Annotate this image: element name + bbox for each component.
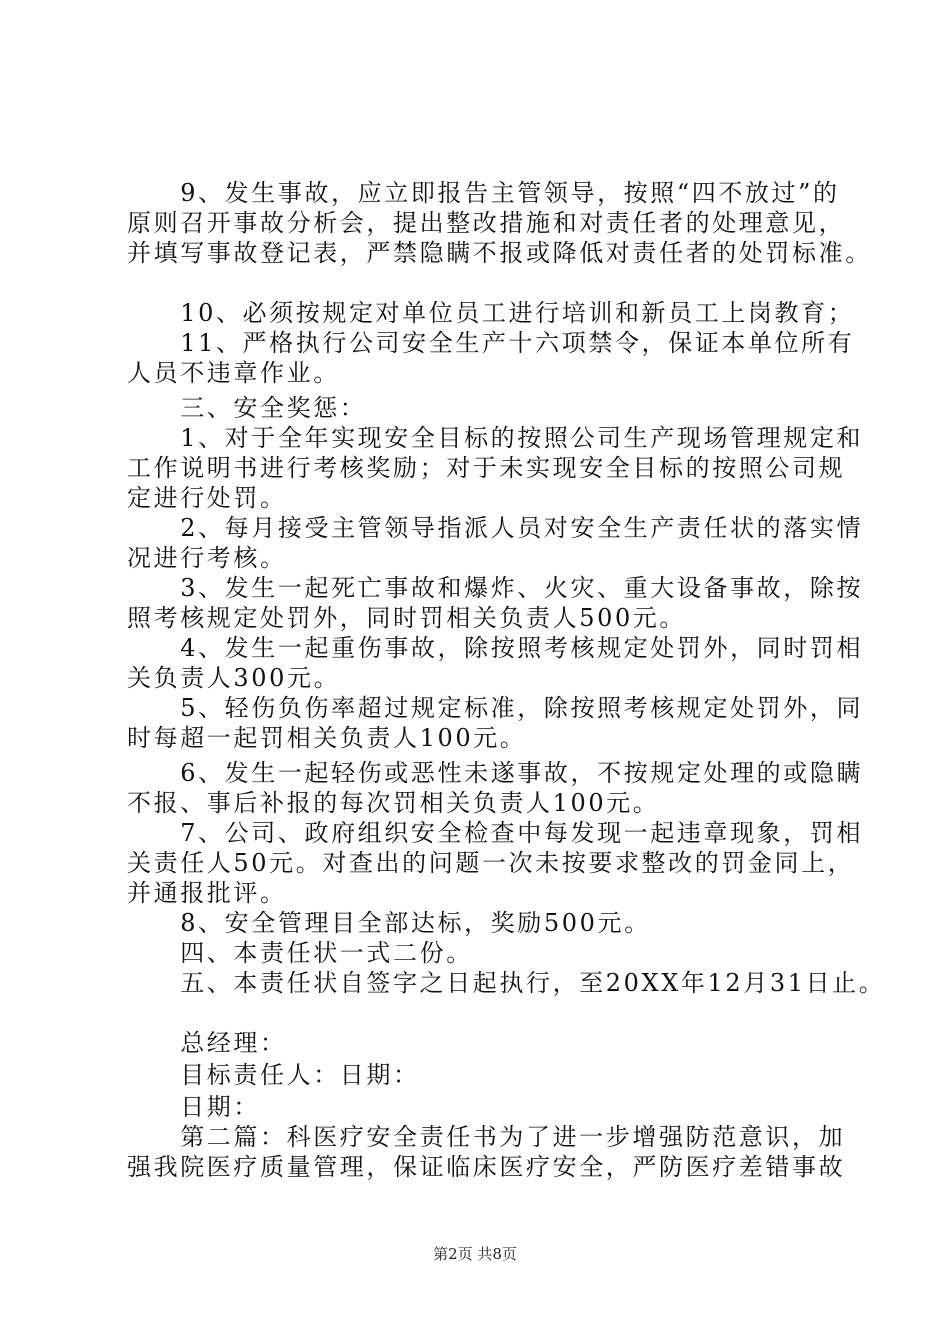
text-line: 11、严格执行公司安全生产十六项禁令，保证本单位所有 — [127, 329, 855, 357]
section-heading: 五、本责任状自签字之日起执行，至20XX年12月31日止。 — [127, 969, 886, 997]
text-line: 2、每月接受主管领导指派人员对安全生产责任状的落实情 — [127, 514, 864, 542]
text-line: 并通报批评。 — [127, 879, 287, 907]
section-heading: 三、安全奖惩： — [127, 394, 367, 422]
text-line: 6、发生一起轻伤或恶性未遂事故，不按规定处理的或隐瞒 — [127, 759, 864, 787]
text-line: 强我院医疗质量管理，保证临床医疗安全，严防医疗差错事故 — [127, 1153, 846, 1181]
text-line: 时每超一起罚相关负责人100元。 — [127, 724, 527, 752]
text-line: 不报、事后补报的每次罚相关负责人100元。 — [127, 789, 660, 817]
text-line: 并填写事故登记表，严禁隐瞒不报或降低对责任者的处罚标准。 — [127, 239, 872, 267]
text-line: 9、发生事故，应立即报告主管领导，按照“四不放过”的 — [127, 179, 840, 207]
text-line: 况进行考核。 — [127, 544, 287, 572]
signature-label: 日期： — [127, 1093, 260, 1121]
text-line: 10、必须按规定对单位员工进行培训和新员工上岗教育； — [127, 299, 855, 327]
text-line: 3、发生一起死亡事故和爆炸、火灾、重大设备事故，除按 — [127, 574, 864, 602]
text-line: 8、安全管理目全部达标，奖励500元。 — [127, 909, 651, 937]
section-heading: 四、本责任状一式二份。 — [127, 939, 473, 967]
signature-label: 目标责任人：日期： — [127, 1061, 420, 1089]
text-line: 定进行处罚。 — [127, 484, 287, 512]
text-line: 关责任人50元。对查出的问题一次未按要求整改的罚金同上， — [127, 849, 855, 877]
text-line: 照考核规定处罚外，同时罚相关负责人500元。 — [127, 604, 687, 632]
signature-label: 总经理： — [127, 1029, 287, 1057]
text-line: 4、发生一起重伤事故，除按照考核规定处罚外，同时罚相 — [127, 634, 864, 662]
text-line: 关负责人300元。 — [127, 664, 341, 692]
page-footer: 第2页 共8页 — [433, 1245, 517, 1263]
text-line: 原则召开事故分析会，提出整改措施和对责任者的处理意见， — [127, 209, 846, 237]
text-line: 5、轻伤负伤率超过规定标准，除按照考核规定处罚外，同 — [127, 694, 864, 722]
text-line: 7、公司、政府组织安全检查中每发现一起违章现象，罚相 — [127, 819, 864, 847]
text-line: 工作说明书进行考核奖励；对于未实现安全目标的按照公司规 — [127, 454, 846, 482]
text-line: 人员不违章作业。 — [127, 359, 340, 387]
text-line: 1、对于全年实现安全目标的按照公司生产现场管理规定和 — [127, 424, 864, 452]
text-line: 第二篇：科医疗安全责任书为了进一步增强防范意识，加 — [127, 1123, 846, 1151]
